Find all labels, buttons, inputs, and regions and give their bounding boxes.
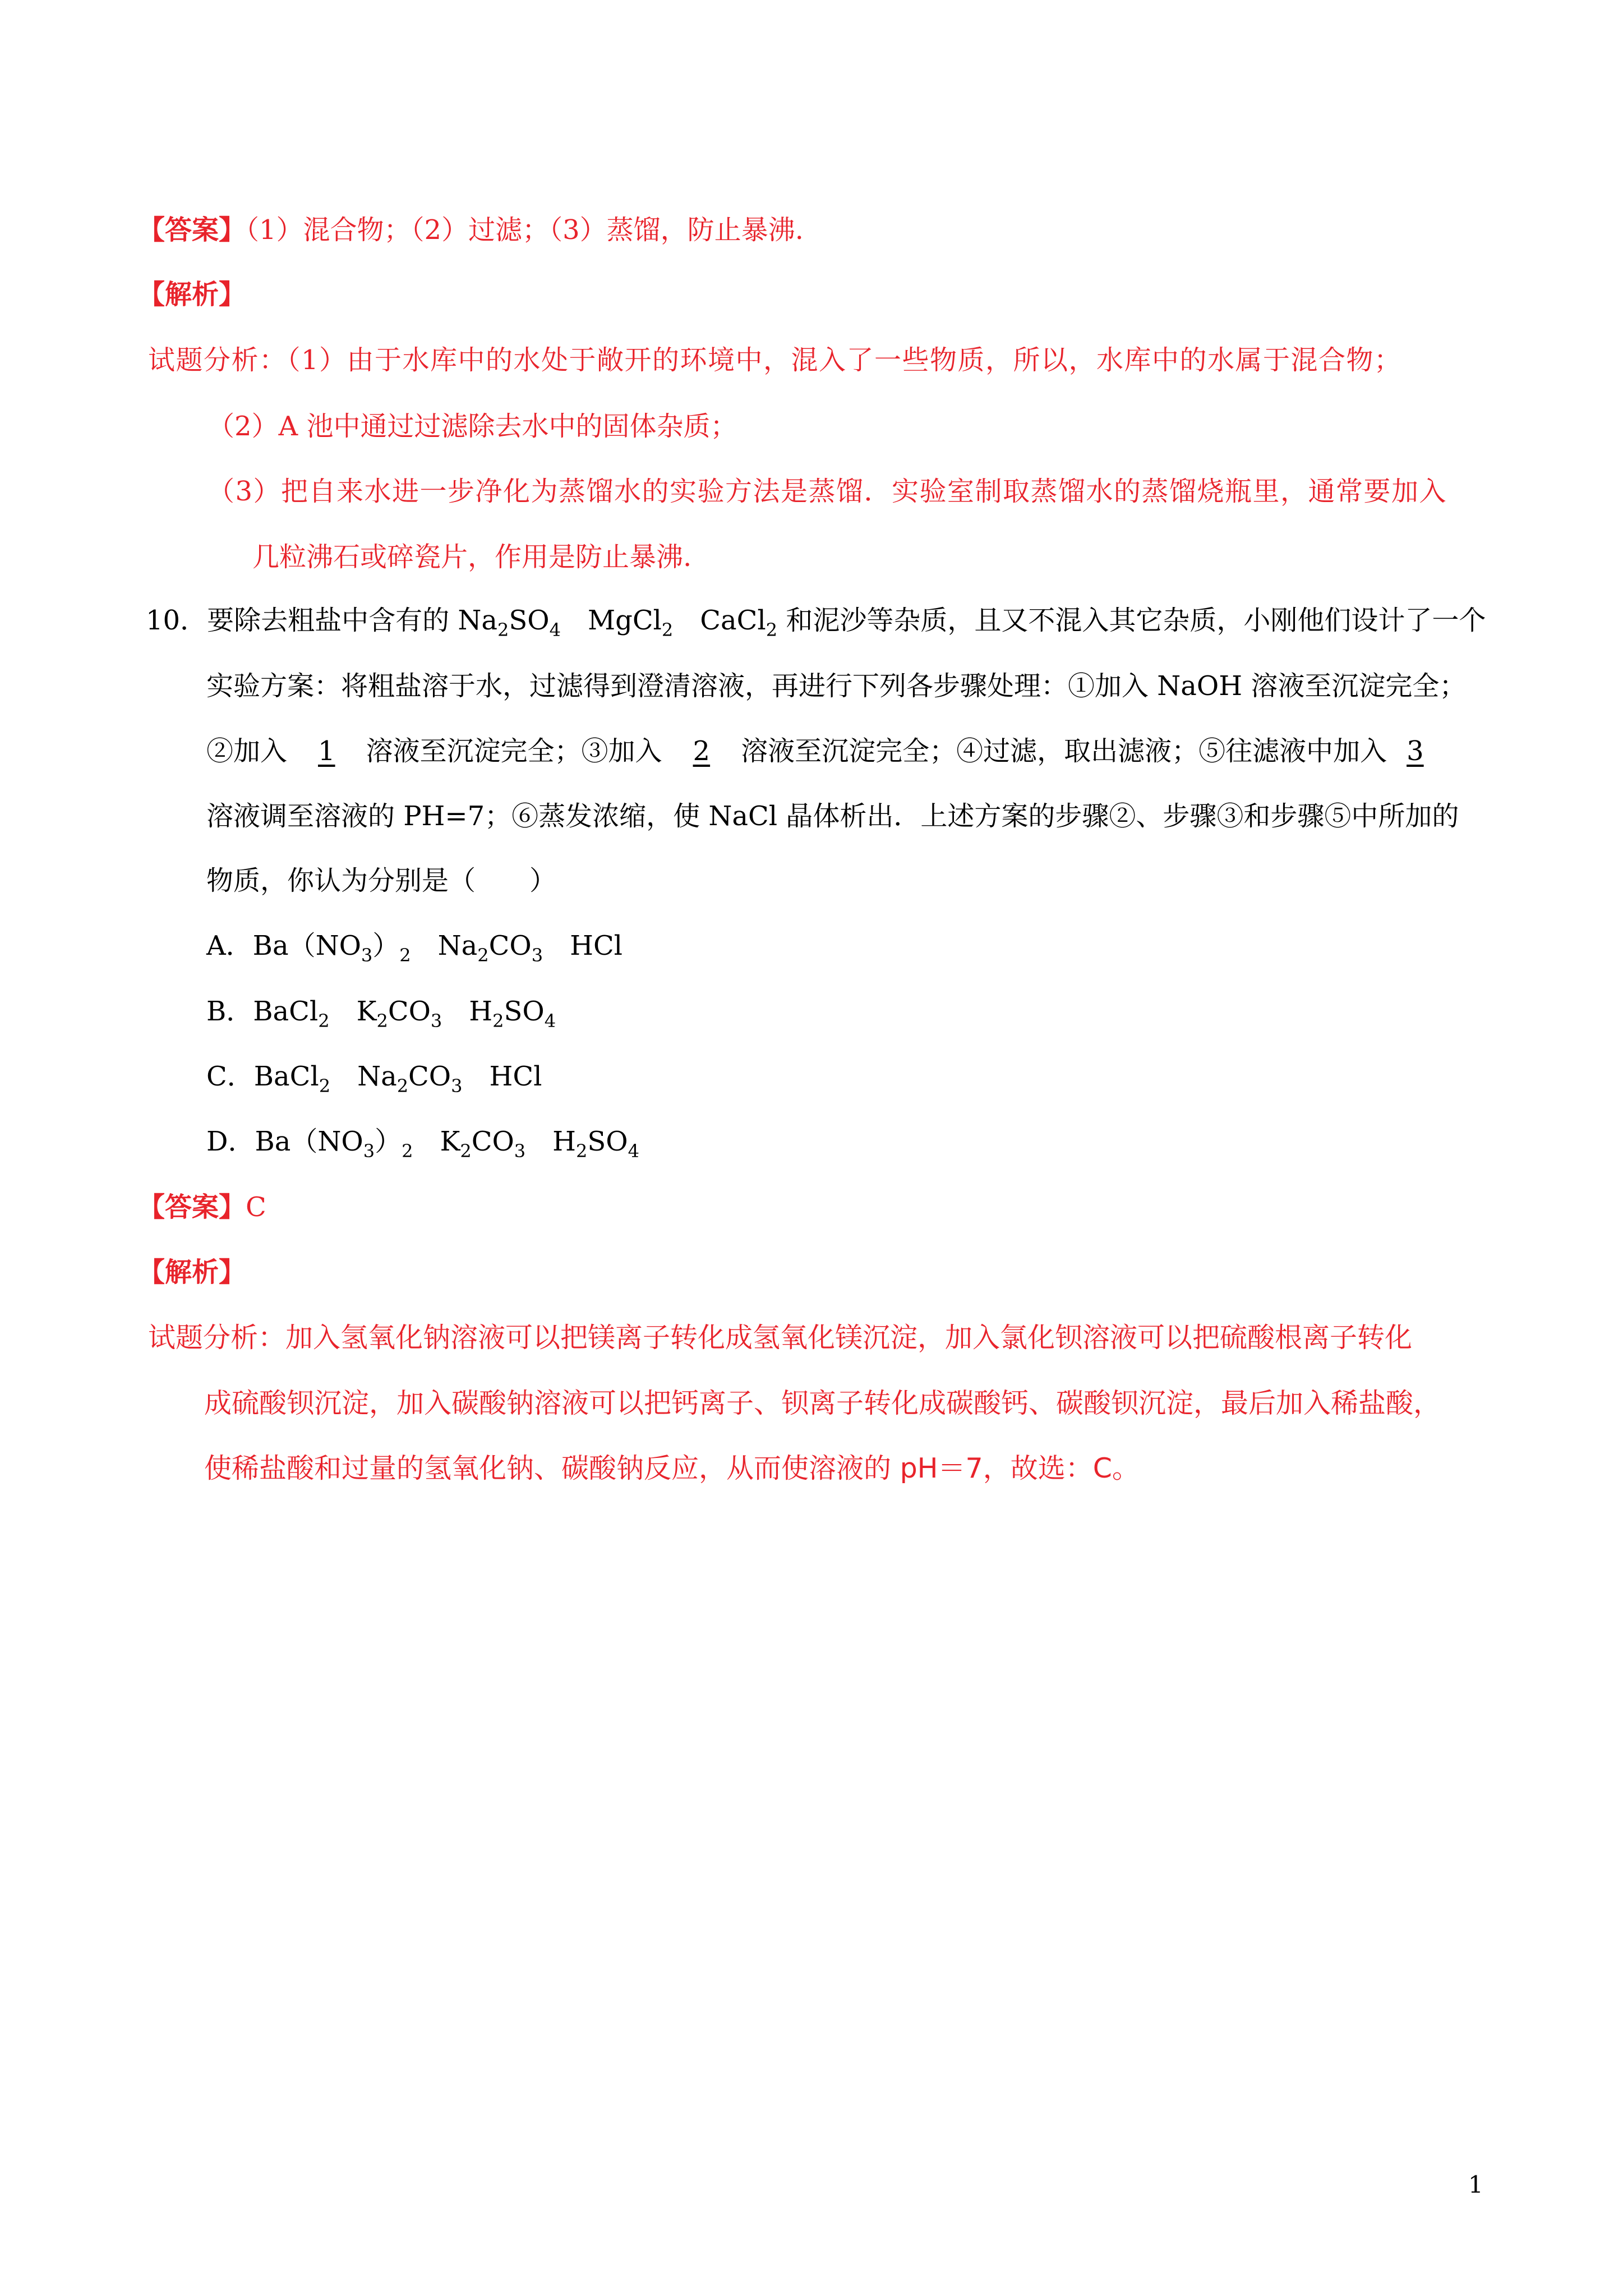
question-number: 10． xyxy=(146,605,208,636)
analysis-line: 成硫酸钡沉淀，加入碳酸钠溶液可以把钙离子、钡离子转化成碳酸钙、碳酸钡沉淀，最后加入稀盐酸， xyxy=(204,1387,1441,1419)
answer-line-1 xyxy=(138,213,804,247)
analysis-label: 【解析】 xyxy=(138,1257,246,1288)
blank-2: 2 xyxy=(693,735,711,767)
question-10-line-1: 10．要除去粗盐中含有的 $Na_2SO_4$ MgCl$_2$ CaCl$_2$ 和泥沙等杂质，且又不混入其它杂质，小刚他们设计了一个 xyxy=(146,605,1486,641)
blank-1: 1 xyxy=(318,735,335,767)
option-c: C．BaCl$_2$ $Na_2CO_3$ HCl xyxy=(206,1061,542,1097)
analysis-line: 使稀盐酸和过量的氢氧化钠、碳酸钠反应，从而使溶液的 pH＝7，故选：C。 xyxy=(204,1452,1140,1484)
question-10-line-2: 实验方案：将粗盐溶于水，过滤得到澄清溶液，再进行下列各步骤处理：①加入 NaOH 溶液至沉淀完全； xyxy=(206,670,1467,702)
analysis-line: 试题分析：（1）由于水库中的水处于敞开的环境中，混入了一些物质，所以，水库中的水属于混合物； xyxy=(148,344,1402,376)
answer-line-2 xyxy=(138,1190,266,1224)
analysis-line: 试题分析：加入氢氧化钠溶液可以把镁离子转化成氢氧化镁沉淀，加入氯化钡溶液可以把硫酸根离子转化 xyxy=(148,1322,1413,1354)
question-10-line-5: 物质，你认为分别是（ ） xyxy=(206,865,557,896)
answer-label: 【答案】 xyxy=(138,214,246,246)
analysis-line: （3）把自来水进一步净化为蒸馏水的实验方法是蒸馏．实验室制取蒸馏水的蒸馏烧瓶里，通常要加入 xyxy=(208,476,1447,507)
question-10-line-4: 溶液调至溶液的 PH=7；⑥蒸发浓缩，使 NaCl 晶体析出．上述方案的步骤②、步骤③和步骤⑤中所加的 xyxy=(206,800,1459,832)
blank-3: 3 xyxy=(1407,735,1424,767)
page-number: 1 xyxy=(1468,2171,1483,2198)
answer-text: （1）混合物；（2）过滤；（3）蒸馏，防止暴沸. xyxy=(246,214,804,246)
analysis-label: 【解析】 xyxy=(138,279,246,310)
answer-label: 【答案】 xyxy=(138,1191,246,1223)
question-10-line-3: ②加入 1 溶液至沉淀完全；③加入 2 溶液至沉淀完全；④过滤，取出滤液；⑤往滤液中加入 3 xyxy=(206,734,1435,768)
analysis-line: （2）A 池中通过过滤除去水中的固体杂质； xyxy=(208,411,737,442)
option-d: D．$Ba(NO_3)_2$ $K_2CO_3$ $H_2SO_4$ xyxy=(206,1126,639,1162)
answer-text: C xyxy=(246,1191,266,1223)
analysis-line: 几粒沸石或碎瓷片，作用是防止暴沸. xyxy=(252,541,692,573)
option-a: A．$Ba(NO_3)_2$ $Na_2CO_3$ HCl xyxy=(206,930,623,966)
option-b: B．BaCl$_2$ $K_2CO_3$ $H_2SO_4$ xyxy=(206,996,556,1032)
